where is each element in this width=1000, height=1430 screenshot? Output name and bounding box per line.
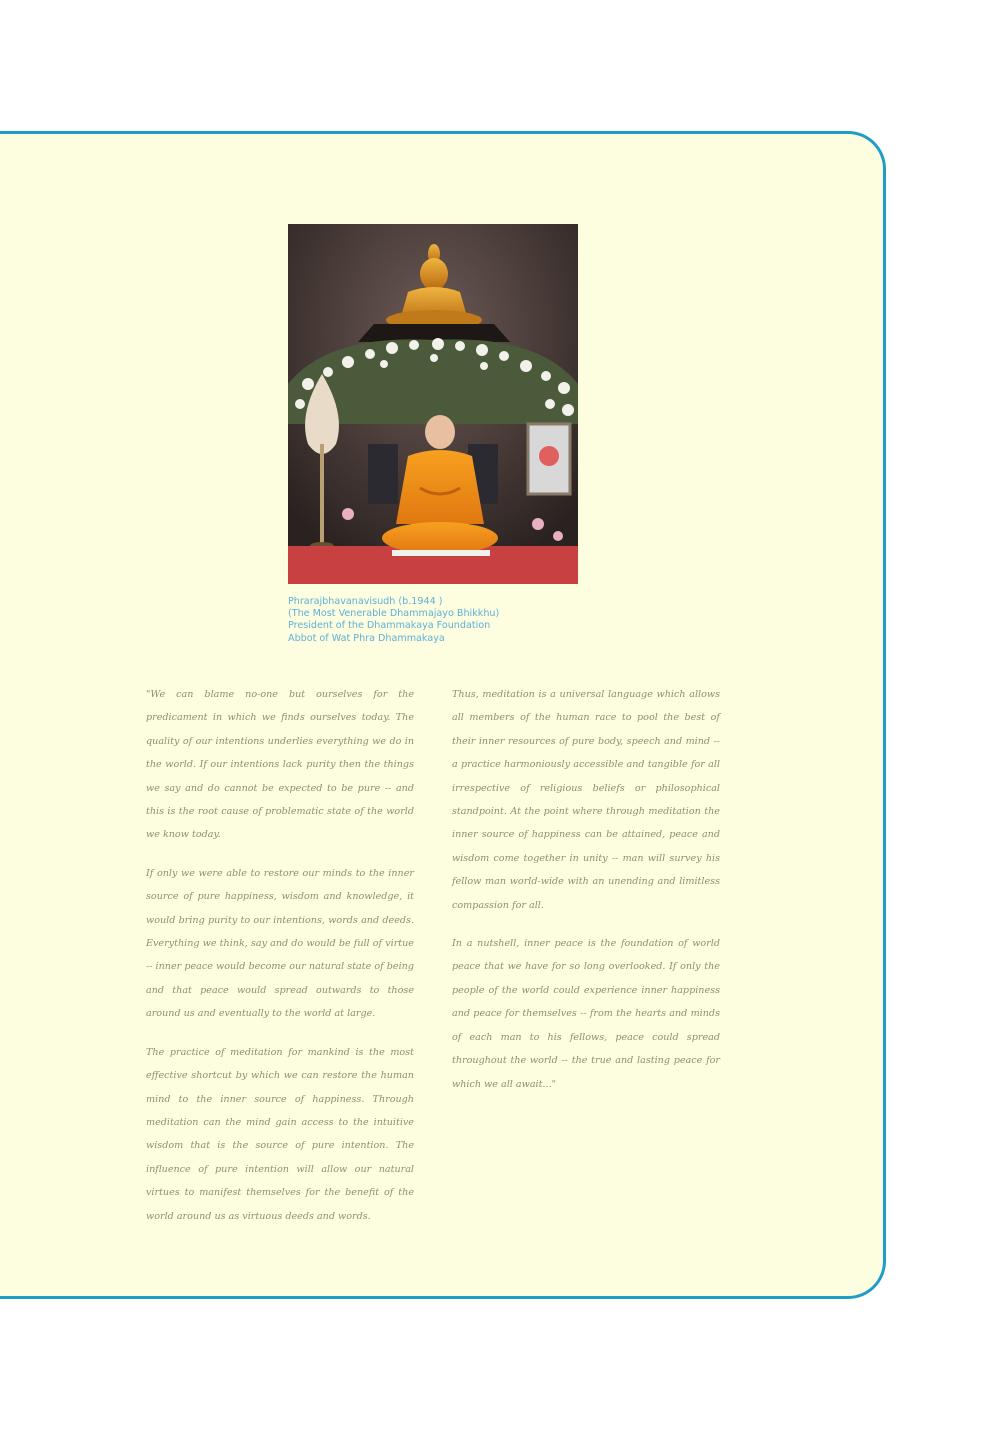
paragraph: "We can blame no-one but ourselves for the predicament in which we finds ourselves today. The quality of our intentions underlies everything we do in the world. If our intentions lack purity then the things we say and do cannot be expected to be pure -- and this is the root cause of problematic state of the world we know today. bbox=[146, 689, 414, 841]
caption-name: Phrarajbhavanavisudh (b.1944 ) bbox=[288, 596, 443, 607]
caption-role: President of the Dhammakaya Foundation bbox=[288, 620, 491, 632]
text-column-left bbox=[146, 683, 414, 1243]
photo-caption bbox=[288, 596, 588, 645]
caption-abbot: Abbot of Wat Phra Dhammakaya bbox=[288, 632, 445, 644]
paragraph: In a nutshell, inner peace is the foundation of world peace that we have for so long overlooked. If only the people of the world could experience inner happiness and peace for themselves -- from the hearts and minds of each man to his fellows, peace could spread throughout the world -- the true and lasting peace for which we all await..." bbox=[452, 938, 720, 1090]
caption-title: (The Most Venerable Dhammajayo Bhikkhu) bbox=[288, 608, 500, 620]
paragraph: The practice of meditation for mankind is the most effective shortcut by which we can restore the human mind to the inner source of happiness. Through meditation can the mind gain access to the intuitive wisdom that is the source of pure intention. The influence of pure intention will allow our natural virtues to manifest themselves for the benefit of the world around us as virtuous deeds and words. bbox=[146, 1046, 414, 1222]
monk-photo-illustration bbox=[288, 224, 578, 584]
text-column-right bbox=[452, 683, 720, 1111]
paragraph: If only we were able to restore our minds to the inner source of pure happiness, wisdom and knowledge, it would bring purity to our intentions, words and deeds. Everything we think, say and do would be full of virtue -- inner peace would become our natural state of being and that peace would spread outwards to those around us and eventually to the world at large. bbox=[146, 867, 414, 1020]
monk-photo bbox=[288, 224, 578, 584]
paragraph: Thus, meditation is a universal language which allows all members of the human race to pool the best of their inner resources of pure body, speech and mind -- a practice harmoniously accessible and tangible for all irrespective of religious beliefs or philosophical standpoint. At the point where through meditation the inner source of happiness can be attained, peace and wisdom come together in unity -- man will survey his fellow man world-wide with an unending and limitless compassion for all. bbox=[452, 689, 720, 911]
